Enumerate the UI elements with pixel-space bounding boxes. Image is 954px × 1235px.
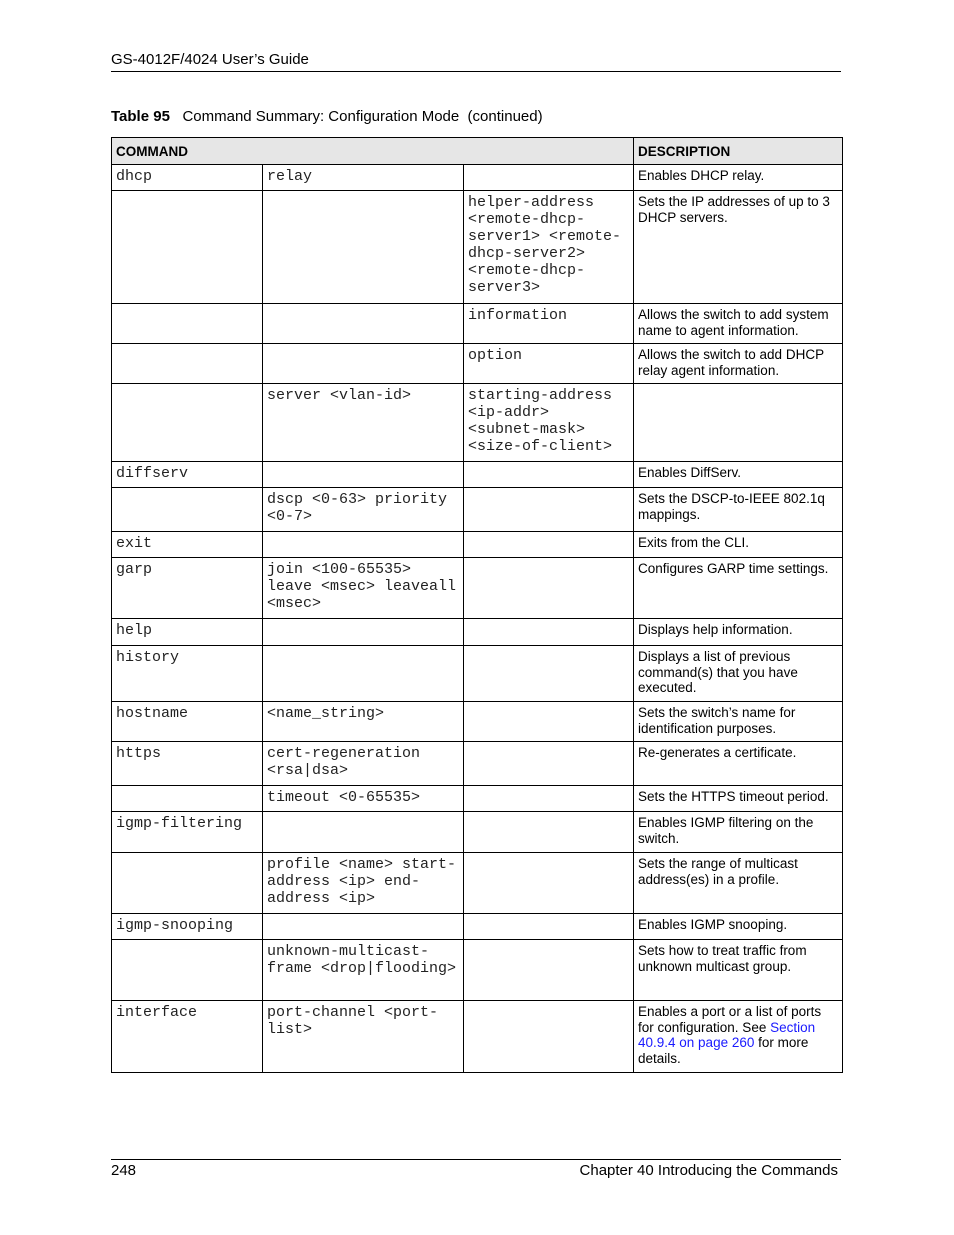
subcommand-cell: server <vlan-id> — [263, 384, 464, 462]
description-cell: Displays a list of previous command(s) that you have executed. — [634, 646, 843, 702]
option-cell — [464, 812, 634, 853]
command-cell: igmp-snooping — [112, 914, 263, 940]
subcommand-cell: port-channel <port-list> — [263, 1001, 464, 1073]
command-cell: interface — [112, 1001, 263, 1073]
option-cell — [464, 558, 634, 619]
subcommand-cell — [263, 304, 464, 344]
description-cell: Sets the DSCP-to-IEEE 802.1q mappings. — [634, 488, 843, 532]
command-summary-table — [111, 137, 843, 1073]
table-row — [112, 702, 843, 742]
table-row — [112, 165, 843, 191]
subcommand-cell — [263, 191, 464, 304]
description-cell: Enables DiffServ. — [634, 462, 843, 488]
running-header-title: GS-4012F/4024 User’s Guide — [111, 51, 309, 68]
option-cell — [464, 742, 634, 786]
option-cell — [464, 462, 634, 488]
table-header-row — [112, 138, 843, 165]
subcommand-cell — [263, 646, 464, 702]
option-cell: option — [464, 344, 634, 384]
option-cell — [464, 940, 634, 1001]
command-cell — [112, 344, 263, 384]
description-cell: Enables DHCP relay. — [634, 165, 843, 191]
table-row — [112, 812, 843, 853]
description-cell — [634, 1001, 843, 1073]
table-row — [112, 344, 843, 384]
description-text: Enables a port or a list of ports for configuration. See — [638, 1004, 822, 1035]
subcommand-cell: join <100-65535> leave <msec> leaveall <msec> — [263, 558, 464, 619]
table-row — [112, 488, 843, 532]
subcommand-cell: unknown-multicast-frame <drop|flooding> — [263, 940, 464, 1001]
description-cell: Allows the switch to add DHCP relay agent information. — [634, 344, 843, 384]
table-row — [112, 462, 843, 488]
option-cell: helper-address <remote-dhcp-server1> <remote-dhcp-server2> <remote-dhcp-server3> — [464, 191, 634, 304]
option-cell: starting-address <ip-addr> <subnet-mask> <size-of-client> — [464, 384, 634, 462]
header-divider — [111, 71, 841, 72]
table-row — [112, 940, 843, 1001]
option-cell — [464, 853, 634, 914]
description-cell: Displays help information. — [634, 619, 843, 646]
description-cell: Sets how to treat traffic from unknown multicast group. — [634, 940, 843, 1001]
table-row — [112, 304, 843, 344]
table-row — [112, 786, 843, 812]
table-row — [112, 558, 843, 619]
command-cell: https — [112, 742, 263, 786]
subcommand-cell: dscp <0-63> priority <0-7> — [263, 488, 464, 532]
description-text-tail: for more details. — [638, 1035, 809, 1066]
description-cell: Sets the HTTPS timeout period. — [634, 786, 843, 812]
description-cell: Re-generates a certificate. — [634, 742, 843, 786]
command-cell — [112, 191, 263, 304]
table-row — [112, 1001, 843, 1073]
table-row — [112, 646, 843, 702]
page-number: 248 — [111, 1162, 137, 1179]
command-cell: igmp-filtering — [112, 812, 263, 853]
option-cell — [464, 914, 634, 940]
table-row — [112, 619, 843, 646]
description-cell: Allows the switch to add system name to agent information. — [634, 304, 843, 344]
table-row — [112, 914, 843, 940]
column-header-description: DESCRIPTION — [634, 138, 843, 165]
subcommand-cell — [263, 812, 464, 853]
option-cell — [464, 165, 634, 191]
option-cell — [464, 532, 634, 558]
command-cell — [112, 384, 263, 462]
command-cell — [112, 304, 263, 344]
table-row — [112, 532, 843, 558]
command-cell — [112, 853, 263, 914]
subcommand-cell — [263, 532, 464, 558]
command-cell — [112, 940, 263, 1001]
subcommand-cell: timeout <0-65535> — [263, 786, 464, 812]
command-cell: hostname — [112, 702, 263, 742]
description-cell: Sets the range of multicast address(es) in a profile. — [634, 853, 843, 914]
subcommand-cell — [263, 462, 464, 488]
command-cell — [112, 488, 263, 532]
option-cell — [464, 786, 634, 812]
description-cell: Exits from the CLI. — [634, 532, 843, 558]
footer-divider — [111, 1159, 841, 1160]
option-cell — [464, 646, 634, 702]
command-cell: garp — [112, 558, 263, 619]
option-cell — [464, 702, 634, 742]
subcommand-cell: profile <name> start-address <ip> end-address <ip> — [263, 853, 464, 914]
command-cell: help — [112, 619, 263, 646]
command-cell — [112, 786, 263, 812]
subcommand-cell — [263, 914, 464, 940]
section-reference-link[interactable]: Section 40.9.4 on page 260 — [638, 1019, 816, 1050]
description-cell: Sets the switch’s name for identification purposes. — [634, 702, 843, 742]
table-row — [112, 853, 843, 914]
table-caption — [111, 108, 543, 125]
option-cell: information — [464, 304, 634, 344]
description-cell: Sets the IP addresses of up to 3 DHCP servers. — [634, 191, 843, 304]
subcommand-cell — [263, 619, 464, 646]
table-body — [112, 165, 843, 1073]
description-cell: Enables IGMP filtering on the switch. — [634, 812, 843, 853]
description-cell — [634, 384, 843, 462]
table-row — [112, 742, 843, 786]
description-cell: Configures GARP time settings. — [634, 558, 843, 619]
subcommand-cell: <name_string> — [263, 702, 464, 742]
chapter-title: Chapter 40 Introducing the Commands — [579, 1162, 838, 1179]
option-cell — [464, 1001, 634, 1073]
table-caption-label: Table 95 — [111, 108, 170, 125]
table-row — [112, 384, 843, 462]
option-cell — [464, 488, 634, 532]
description-cell: Enables IGMP snooping. — [634, 914, 843, 940]
command-cell: exit — [112, 532, 263, 558]
table-row — [112, 191, 843, 304]
option-cell — [464, 619, 634, 646]
table-caption-text: Command Summary: Configuration Mode (continued) — [182, 108, 543, 125]
subcommand-cell: relay — [263, 165, 464, 191]
command-cell: history — [112, 646, 263, 702]
subcommand-cell: cert-regeneration <rsa|dsa> — [263, 742, 464, 786]
command-cell: dhcp — [112, 165, 263, 191]
subcommand-cell — [263, 344, 464, 384]
command-cell: diffserv — [112, 462, 263, 488]
column-header-command: COMMAND — [112, 138, 634, 165]
